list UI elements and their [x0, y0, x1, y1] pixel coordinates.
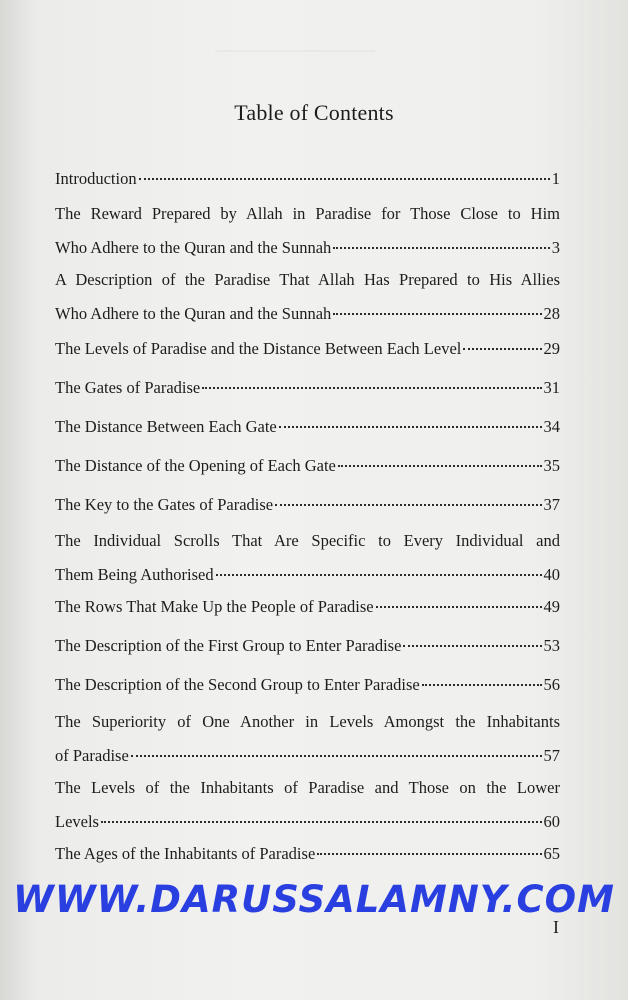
toc-entry-page: 60	[543, 812, 560, 831]
dot-leader	[101, 803, 542, 823]
toc-entry-title: Who Adhere to the Quran and the Sunnah	[55, 304, 332, 323]
dot-leader	[216, 556, 542, 576]
toc-entry-page: 49	[543, 597, 560, 616]
toc-entry-title-line: The Reward Prepared by Allah in Paradise for Those Close to Him	[55, 204, 560, 223]
toc-entry-title-line: The Individual Scrolls That Are Specific to Every Individual and	[55, 531, 560, 550]
toc-entry	[55, 451, 560, 481]
toc-entry-row	[55, 164, 560, 194]
toc-entry-title: Levels	[55, 812, 99, 831]
toc-entry-row	[55, 839, 560, 869]
bleed-through-mark	[215, 50, 375, 52]
toc-entry-row	[55, 741, 560, 771]
toc-entry	[55, 773, 560, 837]
toc-entry-row	[55, 807, 560, 837]
toc-entry-title-line: The Superiority of One Another in Levels Amongst the Inhabitants	[55, 712, 560, 731]
toc-entry-title: The Rows That Make Up the People of Paradise	[55, 597, 374, 616]
toc-entry-page: 31	[543, 378, 560, 397]
dot-leader	[333, 229, 549, 249]
toc-entry-row	[55, 631, 560, 661]
toc-entry-row	[55, 451, 560, 481]
toc-entry	[55, 490, 560, 520]
toc-entry-row	[55, 299, 560, 329]
toc-entry	[55, 839, 560, 869]
toc-entry-title: The Ages of the Inhabitants of Paradise	[55, 844, 316, 863]
toc-entry-title: Who Adhere to the Quran and the Sunnah	[55, 238, 332, 257]
toc-entry-page: 56	[543, 675, 560, 694]
toc-entry-title: The Description of the First Group to Enter Paradise	[55, 636, 402, 655]
dot-leader	[403, 627, 541, 647]
page-number: I	[553, 917, 559, 937]
toc-entry	[55, 592, 560, 622]
toc-entry	[55, 526, 560, 590]
toc-entry-page: 34	[543, 417, 560, 436]
toc-entry-title: The Levels of Paradise and the Distance Between Each Level	[55, 339, 462, 358]
dot-leader	[463, 330, 541, 350]
website-watermark: WWW.DARUSSALAMNY.COM	[13, 878, 615, 921]
toc-entry-title: The Gates of Paradise	[55, 378, 201, 397]
dot-leader	[202, 369, 541, 389]
dot-leader	[333, 295, 541, 315]
toc-entry-title: Them Being Authorised	[55, 565, 214, 584]
toc-entry-page: 29	[543, 339, 560, 358]
toc-entry	[55, 265, 560, 329]
toc-entry-page: 3	[551, 238, 560, 257]
toc-entry-title: The Description of the Second Group to Enter Paradise	[55, 675, 420, 694]
toc-entry	[55, 412, 560, 442]
toc-entry-title-line: A Description of the Paradise That Allah Has Prepared to His Allies	[55, 270, 560, 289]
toc-entry-row	[55, 670, 560, 700]
toc-entry-row	[55, 412, 560, 442]
toc-entry	[55, 707, 560, 771]
toc-entry	[55, 670, 560, 700]
dot-leader	[275, 486, 541, 506]
dot-leader	[139, 160, 550, 180]
toc-entry-title-line: The Levels of the Inhabitants of Paradise and Those on the Lower	[55, 778, 560, 797]
toc-entry	[55, 164, 560, 194]
toc-entry	[55, 373, 560, 403]
toc-entry-page: 1	[551, 169, 560, 188]
toc-entry-page: 57	[543, 746, 560, 765]
toc-entry-page: 37	[543, 495, 560, 514]
page-title: Table of Contents	[234, 100, 394, 125]
dot-leader	[338, 447, 542, 467]
toc-entry-title: The Distance of the Opening of Each Gate	[55, 456, 336, 475]
dot-leader	[376, 588, 542, 608]
toc-entry-row	[55, 490, 560, 520]
dot-leader	[422, 666, 542, 686]
dot-leader	[131, 737, 542, 757]
toc-entry-row	[55, 373, 560, 403]
toc-entry-page: 35	[543, 456, 560, 475]
toc-entry-page: 40	[543, 565, 560, 584]
toc-entry-row	[55, 233, 560, 263]
toc-entry	[55, 631, 560, 661]
toc-entry	[55, 334, 560, 364]
toc-entry-title: Introduction	[55, 169, 137, 188]
toc-entry-row	[55, 592, 560, 622]
dot-leader	[317, 835, 541, 855]
toc-entry-row	[55, 560, 560, 590]
toc-entry-title: of Paradise	[55, 746, 129, 765]
toc-entry-title: The Key to the Gates of Paradise	[55, 495, 274, 514]
toc-entry-page: 28	[543, 304, 560, 323]
toc-entry-row	[55, 334, 560, 364]
dot-leader	[279, 408, 542, 428]
toc-entry	[55, 199, 560, 263]
toc-entry-page: 53	[543, 636, 560, 655]
toc-entry-page: 65	[543, 844, 560, 863]
toc-entry-title: The Distance Between Each Gate	[55, 417, 277, 436]
